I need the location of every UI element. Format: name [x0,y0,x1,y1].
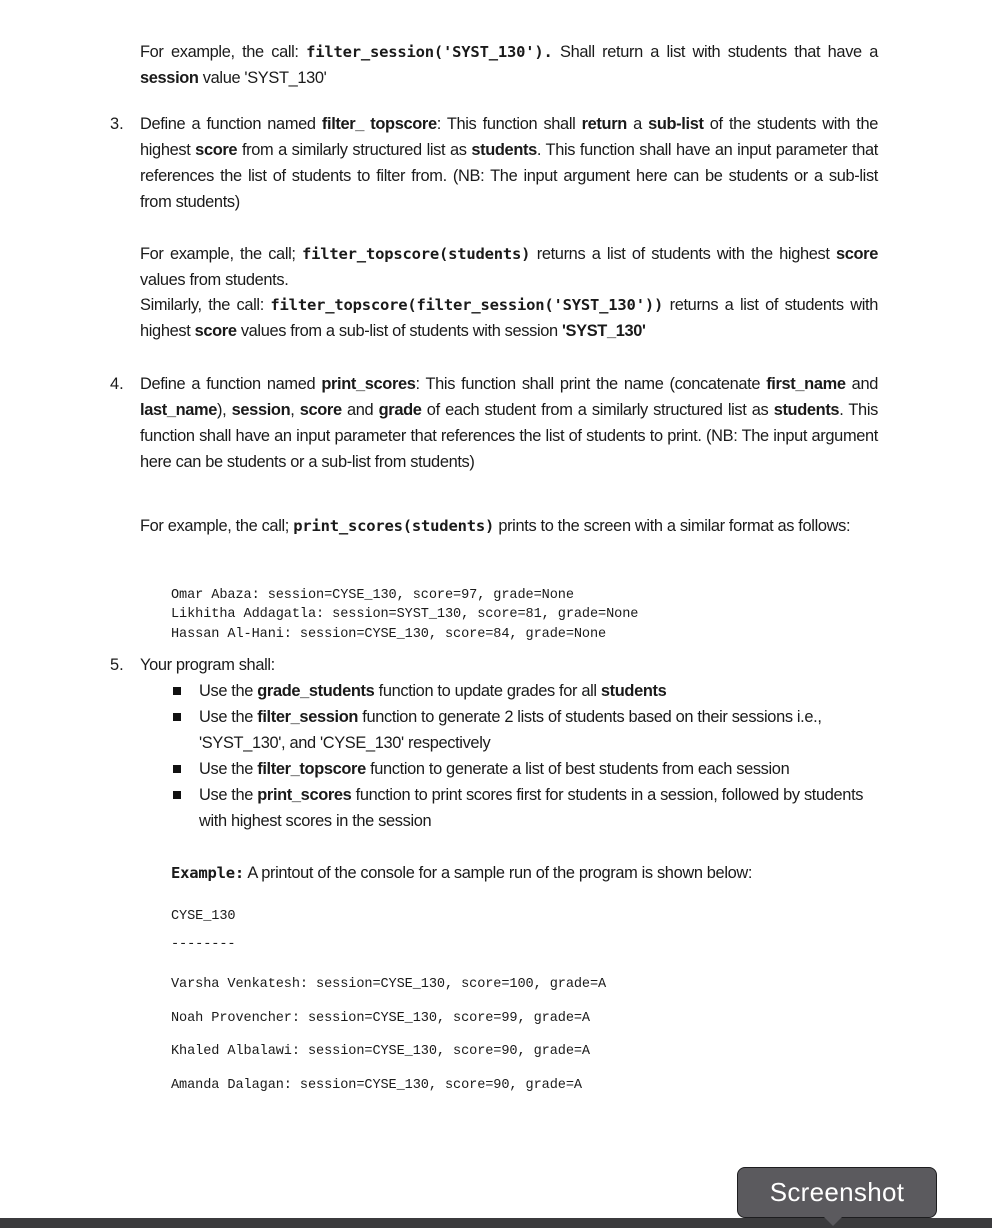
code-text: Example: [171,864,245,882]
output-line: Omar Abaza: session=CYSE_130, score=97, grade=None [171,587,574,603]
bold-text: print_scores [257,786,352,804]
text: function to generate 2 lists of students based on their sessions i.e., 'SYST_130', and 'CYSE_130' respectively [199,708,822,752]
text: A printout of the console for a sample run of the program is shown below: [244,864,753,882]
text: values from a sub-list of students with session [236,322,562,340]
output-line: Hassan Al-Hani: session=CYSE_130, score=84, grade=None [171,626,607,642]
bold-text: students [471,141,537,159]
example-caption [171,860,851,886]
text: prints to the screen with a similar format as follows: [494,517,851,535]
text: , [290,401,300,419]
text: . This function shall have an input parameter that references the list of students to filter from. (NB: The input argument here can be students or a sub-list from students) [140,141,878,211]
text: function to print scores first for students in a session, followed by students with highest scores in the session [199,786,864,830]
bullet-icon [173,765,181,773]
text: : This function shall print the name (concatenate [415,375,767,393]
text: . This function shall have an input parameter that references the list of students to print. (NB: The input argument here can be students or a sub-list from students) [140,401,878,471]
bullet-item [199,704,879,756]
dock-bar [0,1218,992,1228]
text: values from students. [140,271,289,289]
bold-text: grade [378,401,422,419]
bold-text: score [835,245,878,263]
text: ), [217,401,232,419]
console-divider: -------- [171,937,236,952]
console-row: Noah Provencher: session=CYSE_130, score=99, grade=A [171,1011,590,1026]
bold-text: return [581,115,627,133]
text: a [626,115,649,133]
bold-text: students [600,682,667,700]
code-text: filter_topscore(students) [302,245,531,263]
screenshot-tooltip: Screenshot [737,1167,937,1218]
console-row: Varsha Venkatesh: session=CYSE_130, score=100, grade=A [171,977,607,992]
text: and [341,401,379,419]
item-5-lead: Your program shall: [140,656,275,674]
text: and [845,375,878,393]
bold-text: score [195,141,238,159]
code-text: filter_session('SYST_130'). [306,43,553,61]
intro-paragraph [140,39,878,91]
text: function to generate a list of best students from each session [365,760,790,778]
console-row: Khaled Albalawi: session=CYSE_130, score=90, grade=A [171,1044,590,1059]
item-5-number: 5. [110,656,124,674]
text: For example, the call: [140,43,307,61]
text: function to update grades for all [374,682,601,700]
bullet-item [199,678,879,704]
text: Shall return a list with students that have a [552,43,878,61]
code-text: filter_topscore(filter_session('SYST_130')) [270,296,664,314]
text: returns a list of students with the highest [530,245,836,263]
console-row: Amanda Dalagan: session=CYSE_130, score=90, grade=A [171,1078,582,1093]
text: Define a function named [140,115,322,133]
sample-output [171,566,638,644]
bullet-item [199,782,879,834]
bold-text: filter_ topscore [321,115,437,133]
text: : This function shall [436,115,582,133]
text: of each student from a similarly structured list as [421,401,774,419]
bold-text: sub-list [648,115,704,133]
text: Use the [199,708,258,726]
bold-text: filter_topscore [257,760,366,778]
bold-text: score [299,401,342,419]
item-3-example [140,241,878,293]
text: returns a list of students with highest [140,296,878,340]
text: For example, the call; [140,517,294,535]
item-4-example [140,513,878,539]
text: Define a function named [140,375,322,393]
text: Use the [199,786,258,804]
item-3-example-2 [140,292,878,344]
item-3-number: 3. [110,115,124,133]
bold-text: session [140,69,199,87]
bold-text: session [231,401,291,419]
text: of the students with the highest [140,115,879,159]
item-4-description [140,371,878,475]
bullet-icon [173,713,181,721]
text: from a similarly structured list as [237,141,472,159]
item-3-description [140,111,878,215]
text: value 'SYST_130' [198,69,327,87]
code-text: print_scores(students) [293,517,495,535]
output-line: Likhitha Addagatla: session=SYST_130, score=81, grade=None [171,607,639,622]
item-4-number: 4. [110,375,124,393]
bold-text: first_name [766,375,846,393]
bullet-item [199,756,879,782]
text: Similarly, the call: [140,296,271,314]
text: Use the [199,760,258,778]
console-header: CYSE_130 [171,909,236,924]
bold-text: print_scores [321,375,416,393]
bold-text: score [194,322,237,340]
bold-text: grade_students [257,682,375,700]
bullet-icon [173,687,181,695]
text: Use the [199,682,258,700]
bold-text: filter_session [257,708,359,726]
bold-text: students [773,401,840,419]
bold-text: 'SYST_130' [562,322,646,340]
bold-text: last_name [140,401,218,419]
bullet-icon [173,791,181,799]
text: For example, the call; [140,245,303,263]
